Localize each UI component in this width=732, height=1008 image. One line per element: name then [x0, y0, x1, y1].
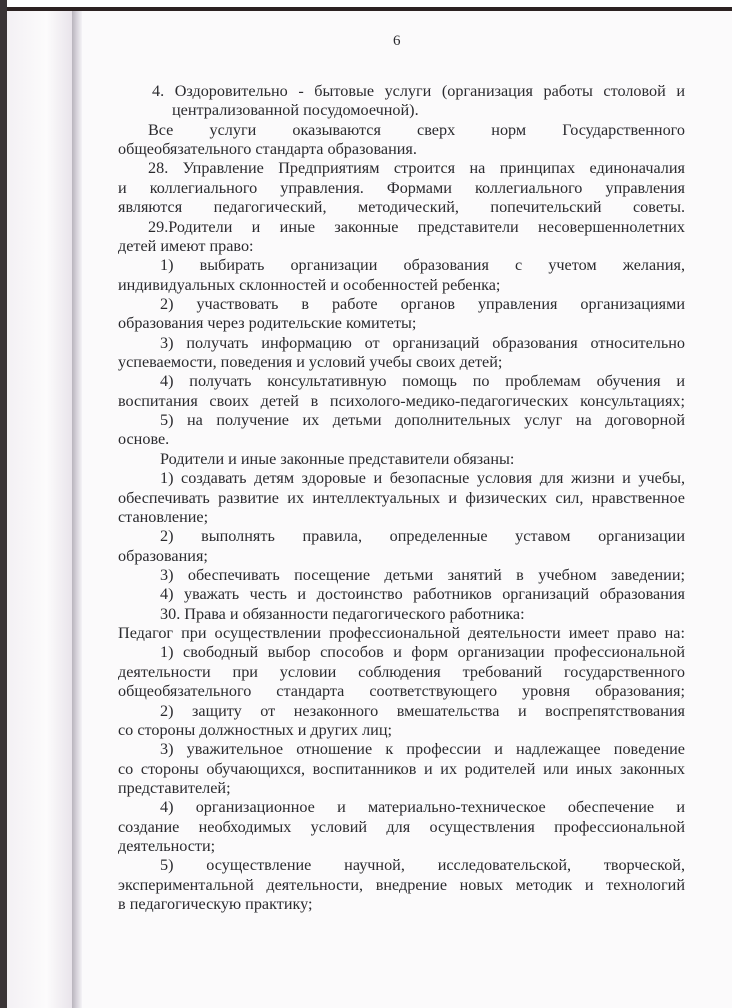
text-line: создание необходимых условий для осуществления профессиональной — [118, 817, 685, 836]
text-line: централизованной посудомоечной). — [172, 101, 419, 120]
paragraph — [118, 392, 685, 411]
paragraph — [118, 218, 685, 237]
paragraph — [118, 256, 685, 275]
paragraph — [118, 760, 685, 799]
text-line: деятельности; — [118, 837, 216, 856]
paragraph — [118, 82, 685, 101]
paragraph — [118, 663, 685, 702]
paragraph — [118, 159, 685, 178]
text-line: 1) свободный выбор способов и форм организации профессиональной — [160, 643, 685, 662]
paragraph — [118, 372, 685, 391]
text-line: Педагог при осуществлении профессиональной деятельности имеет право на: — [118, 624, 685, 643]
paragraph — [118, 605, 685, 624]
text-line: 30. Права и обязанности педагогического работника: — [160, 604, 525, 623]
paragraph — [118, 856, 685, 875]
paragraph — [118, 314, 685, 333]
text-line: и коллегиального управления. Формами коллегиального управления — [118, 178, 685, 197]
paragraph — [118, 450, 685, 469]
text-line: 2) защиту от незаконного вмешательства и воспрепятствования — [160, 701, 685, 720]
text-line: образования; — [118, 546, 208, 565]
paragraph — [118, 585, 685, 604]
text-line: общеобязательного стандарта образования. — [118, 140, 417, 159]
text-line: основе. — [118, 430, 170, 449]
paragraph — [118, 624, 685, 643]
paragraph — [118, 101, 685, 120]
paragraph — [118, 489, 685, 528]
text-line: 29.Родители и иные законные представители несовершеннолетних — [148, 217, 685, 236]
paragraph — [118, 140, 685, 159]
text-line: 4) получать консультативную помощь по проблемам обучения и — [160, 372, 685, 391]
paragraph — [118, 295, 685, 314]
text-line: со стороны обучающихся, воспитанников и их родителей или иных законных — [118, 759, 685, 778]
paragraph — [118, 798, 685, 817]
text-line: 28. Управление Предприятиям строится на принципах единоначалия — [148, 159, 685, 178]
text-line: 4) организационное и материально-техническое обеспечение и — [160, 798, 685, 817]
text-line: 2) участвовать в работе органов управления организациями — [160, 294, 685, 313]
text-line: 4. Оздоровительно - бытовые услуги (организация работы столовой и — [152, 82, 685, 100]
paragraph — [118, 121, 685, 140]
text-line: обеспечивать развитие их интеллектуальных и физических сил, нравственное — [118, 488, 685, 507]
text-line: 5) осуществление научной, исследовательской, творческой, — [160, 856, 685, 875]
paragraph — [118, 721, 685, 740]
paragraph — [118, 876, 685, 915]
adjacent-page-strip — [7, 11, 73, 1008]
text-line: представителей; — [118, 778, 231, 797]
text-line: 2) выполнять правила, определенные уставом организации — [160, 527, 685, 546]
paragraph — [118, 527, 685, 546]
paragraph — [118, 276, 685, 295]
paragraph — [118, 643, 685, 662]
paragraph — [118, 430, 685, 449]
paragraph — [118, 469, 685, 488]
paragraph — [118, 179, 685, 218]
paragraph — [118, 237, 685, 256]
text-line: 1) выбирать организации образования с учетом желания, — [160, 256, 685, 275]
scan-left-edge — [0, 0, 7, 1008]
binding-fold-shadow — [72, 11, 82, 1008]
text-line: Родители и иные законные представители обязаны: — [160, 449, 515, 468]
text-line: воспитания своих детей в психолого-медико-педагогических консультациях; — [118, 391, 685, 410]
text-line: являются педагогический, методический, попечительский советы. — [118, 198, 685, 217]
text-line: общеобязательного стандарта соответствующего уровня образования; — [118, 682, 685, 701]
text-line: Все услуги оказываются сверх норм Государственного — [148, 120, 685, 139]
text-line: 1) создавать детям здоровые и безопасные условия для жизни и учебы, — [160, 469, 685, 488]
paragraph — [118, 547, 685, 566]
text-line: 4) уважать честь и достоинство работников организаций образования — [160, 585, 685, 604]
paragraph — [118, 566, 685, 585]
text-line: успеваемости, поведения и условий учебы своих детей; — [118, 353, 503, 372]
document-body — [118, 82, 685, 914]
text-line: 5) на получение их детьми дополнительных услуг на договорной — [160, 411, 685, 430]
paragraph — [118, 818, 685, 857]
paragraph — [118, 740, 685, 759]
page-number: 6 — [393, 33, 401, 49]
text-line: детей имеют право: — [118, 236, 254, 255]
paragraph — [118, 411, 685, 430]
text-line: индивидуальных склонностей и особенностей ребенка; — [118, 275, 501, 294]
text-line: становление; — [118, 507, 209, 526]
text-line: образования через родительские комитеты; — [118, 314, 417, 333]
text-line: в педагогическую практику; — [118, 895, 313, 914]
paragraph — [118, 353, 685, 372]
text-line: со стороны должностных и других лиц; — [118, 720, 392, 739]
scan-top-edge — [6, 7, 732, 11]
paragraph — [118, 334, 685, 353]
text-line: деятельности при условии соблюдения требований государственного — [118, 662, 685, 681]
text-line: 3) получать информацию от организаций образования относительно — [160, 333, 685, 352]
paragraph — [118, 702, 685, 721]
text-line: 3) обеспечивать посещение детьми занятий в учебном заведении; — [160, 565, 685, 584]
text-line: экспериментальной деятельности, внедрение новых методик и технологий — [118, 875, 685, 894]
text-line: 3) уважительное отношение к профессии и надлежащее поведение — [160, 740, 685, 759]
